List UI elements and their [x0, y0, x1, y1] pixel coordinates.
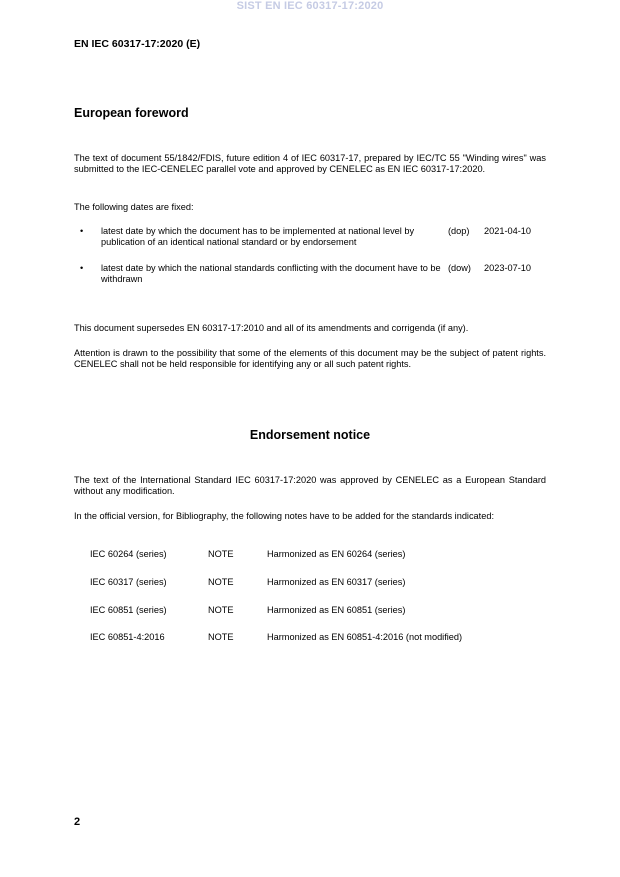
note-standard: IEC 60851-4:2016 — [90, 632, 165, 642]
note-label: NOTE — [208, 577, 234, 587]
foreword-intro-paragraph: The text of document 55/1842/FDIS, future edition 4 of IEC 60317-17, prepared by IEC/TC 55 "Winding wires" was submitted to the IEC-CENELEC parallel vote and approved by CENELEC as EN IEC 60317-17:2020. — [74, 153, 546, 175]
supersedes-paragraph: This document supersedes EN 60317-17:2010 and all of its amendments and corrigenda (if any). — [74, 323, 469, 333]
date-item-date: 2021-04-10 — [484, 226, 531, 236]
date-item-text: latest date by which the national standards conflicting with the document have to be withdrawn — [101, 263, 441, 285]
note-harmonized-text: Harmonized as EN 60317 (series) — [267, 577, 406, 587]
date-item-dop — [74, 226, 546, 252]
bibliography-note-row — [90, 577, 550, 589]
note-label: NOTE — [208, 549, 234, 559]
date-item-dow — [74, 263, 546, 289]
bullet-icon: • — [80, 226, 84, 236]
bullet-icon: • — [80, 263, 84, 273]
note-harmonized-text: Harmonized as EN 60264 (series) — [267, 549, 406, 559]
date-item-code: (dow) — [448, 263, 471, 273]
endorsement-paragraph: The text of the International Standard IEC 60317-17:2020 was approved by CENELEC as a European Standard without any modification. — [74, 475, 546, 497]
note-standard: IEC 60317 (series) — [90, 577, 167, 587]
bibliography-note-row — [90, 605, 550, 617]
official-version-paragraph: In the official version, for Bibliography, the following notes have to be added for the standards indicated: — [74, 511, 494, 521]
document-id-header: EN IEC 60317-17:2020 (E) — [74, 38, 201, 50]
note-label: NOTE — [208, 632, 234, 642]
note-label: NOTE — [208, 605, 234, 615]
note-standard: IEC 60264 (series) — [90, 549, 167, 559]
page-number: 2 — [74, 816, 81, 828]
note-harmonized-text: Harmonized as EN 60851-4:2016 (not modified) — [267, 632, 463, 642]
dates-intro-paragraph: The following dates are fixed: — [74, 202, 194, 212]
bibliography-note-row — [90, 549, 550, 561]
patent-attention-paragraph: Attention is drawn to the possibility that some of the elements of this document may be the subject of patent rights. CENELEC shall not be held responsible for identifying any or all such patent rights. — [74, 348, 546, 370]
watermark: SIST EN IEC 60317-17:2020 — [236, 0, 384, 12]
european-foreword-heading: European foreword — [74, 106, 189, 120]
endorsement-notice-heading: Endorsement notice — [249, 428, 371, 442]
note-harmonized-text: Harmonized as EN 60851 (series) — [267, 605, 406, 615]
date-item-date: 2023-07-10 — [484, 263, 531, 273]
bibliography-note-row — [90, 632, 550, 644]
note-standard: IEC 60851 (series) — [90, 605, 167, 615]
date-item-code: (dop) — [448, 226, 470, 236]
date-item-text: latest date by which the document has to be implemented at national level by publication of an identical national standard or by endorsement — [101, 226, 415, 248]
